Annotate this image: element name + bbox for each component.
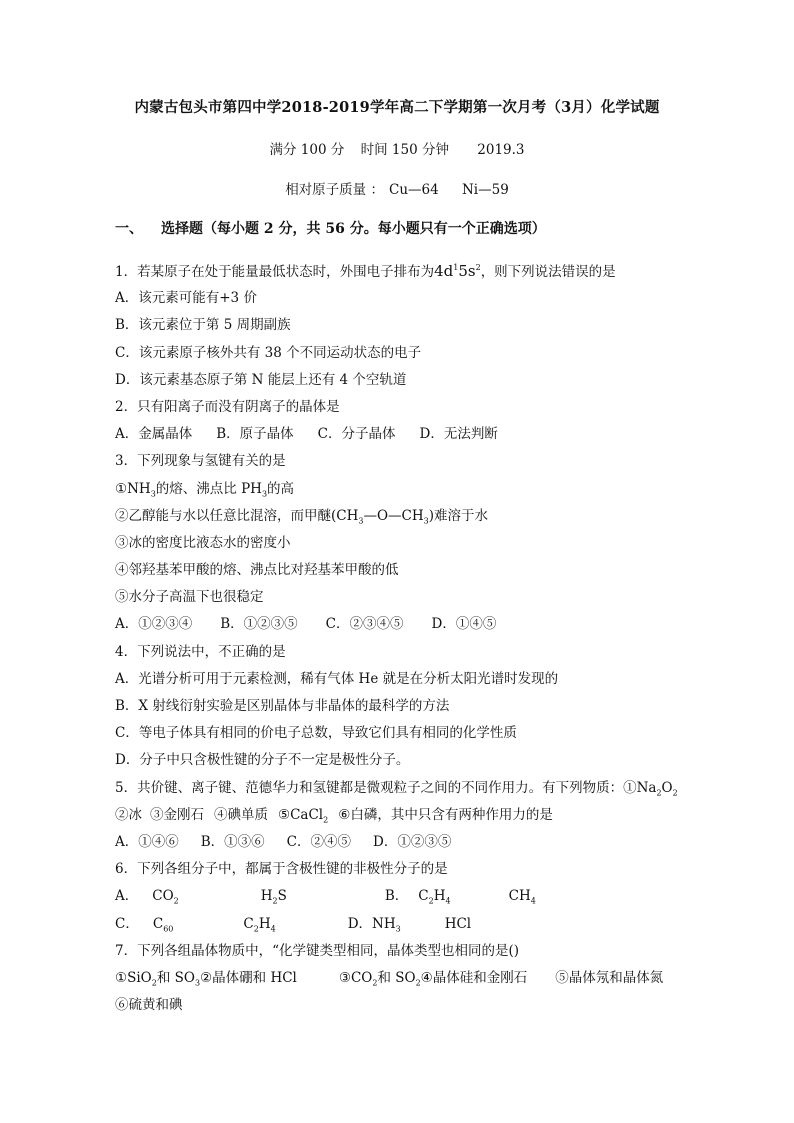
option-c: C．②③④⑤: [325, 616, 404, 633]
question-3-options: [115, 611, 695, 638]
question-7-stem: 7．下列各组晶体物质中，“化学键类型相同，晶体类型也相同的是(): [115, 942, 520, 959]
question-4-option-d: D．分子中只含极性键的分子不一定是极性分子。: [115, 752, 410, 769]
question-4-option-a: A．光谱分析可用于元素检测，稀有气体 He 就是在分析太阳光谱时发现的: [115, 670, 559, 687]
question-3-item-5: ⑤水分子高温下也很稳定: [115, 589, 264, 606]
option-b: B．①②③⑤: [220, 616, 298, 633]
option-b: B．原子晶体: [216, 426, 294, 443]
option-a: A．①④⑥: [115, 833, 179, 850]
exam-date: 2019.3: [477, 142, 525, 158]
option-d: D．①②③⑤: [373, 833, 452, 850]
question-5-stem: 5．共价键、离子键、范德华力和氢键都是微观粒子之间的不同作用力。有下列物质：$①Na_2O_2$: [115, 779, 678, 798]
question-3-item-1: $①NH_3$的熔、沸点比 $PH_3$的高: [115, 480, 295, 499]
exam-time: 时间 150 分钟: [360, 142, 449, 158]
option-d: D．①④⑤: [431, 616, 497, 633]
option-d: D．无法判断: [419, 426, 498, 443]
question-2-options: [115, 421, 695, 448]
question-6-stem: 6．下列各组分子中，都属于含极性键的非极性分子的是: [115, 861, 448, 878]
question-3-stem: 3．下列现象与氢键有关的是: [115, 453, 286, 470]
option-b: B．①③⑥: [200, 833, 265, 850]
question-5-substances: ②冰 ③金刚石 ④碘单质 ⑤CaCl$_2$ ⑥白磷，其中只含有两种作用力的是: [115, 806, 553, 825]
question-6-options-ab: A． $CO_2$ $H_2S$ B． $C_2H_4$ $CH_4$: [115, 888, 536, 906]
question-4-stem: 4．下列说法中，不正确的是: [115, 643, 286, 660]
section-heading: [115, 218, 546, 238]
question-1-stem: 1．若某原子在处于能量最低状态时，外围电子排布为$4d^15s^2$，则下列说法错误的是: [115, 262, 616, 280]
option-a: A．金属晶体: [115, 426, 193, 443]
question-1-option-c: C．该元素原子核外共有 38 个不同运动状态的电子: [115, 344, 422, 361]
atomic-mass-ni: Ni—59: [461, 182, 509, 198]
score-time-line: [0, 138, 794, 158]
question-7-item-6: ⑥硫黄和碘: [115, 997, 183, 1014]
question-3-item-3: ③冰的密度比液态水的密度小: [115, 534, 291, 551]
question-1-option-d: D．该元素基态原子第 N 能层上还有 4 个空轨道: [115, 371, 407, 388]
section-title: 选择题（每小题 2 分，共 56 分。每小题只有一个正确选项）: [161, 221, 546, 237]
question-4-option-b: B．X 射线衍射实验是区别晶体与非晶体的最科学的方法: [115, 698, 450, 714]
option-c: C．②④⑤: [286, 833, 352, 850]
question-3-item-4: ④邻羟基苯甲酸的熔、沸点比对羟基苯甲酸的低: [115, 562, 399, 579]
section-number: 一、: [115, 221, 143, 237]
question-2-stem: 2．只有阳离子而没有阴离子的晶体是: [115, 398, 340, 415]
question-3-item-2: ②乙醇能与水以任意比混溶，而甲醚$(CH_3—O—CH_3)$难溶于水: [115, 507, 489, 526]
question-7-items: ①SiO$_2$和 $SO_3②$晶体硼和 HCl $③CO_2$和 $SO_2④$晶体硅和金刚石 ⑤晶体氖和晶体氮: [115, 969, 664, 988]
option-a: A．①②③④: [115, 616, 193, 633]
atomic-mass-cu: Cu—64: [388, 182, 439, 198]
option-c: C．分子晶体: [317, 426, 396, 443]
question-5-options: [115, 829, 695, 856]
question-6-options-cd: C． $C_{60}$ $C_2H_4$ D．$NH_3$ HCl: [115, 915, 472, 934]
question-1-option-b: B．该元素位于第 5 周期副族: [115, 317, 291, 334]
question-list: [115, 258, 695, 1019]
question-4-option-c: C．等电子体具有相同的价电子总数，导致它们具有相同的化学性质: [115, 725, 517, 742]
exam-title: 内蒙古包头市第四中学2018-2019学年高二下学期第一次月考（3月）化学试题: [134, 99, 660, 116]
atomic-mass-label: 相对原子质量 ：: [285, 182, 384, 198]
atomic-mass-line: [0, 178, 794, 198]
full-score: 满分 100 分: [269, 142, 345, 158]
electron-config: $4d^15s^2$: [434, 262, 481, 280]
question-1-option-a: A．该元素可能有+3 价: [115, 290, 257, 307]
